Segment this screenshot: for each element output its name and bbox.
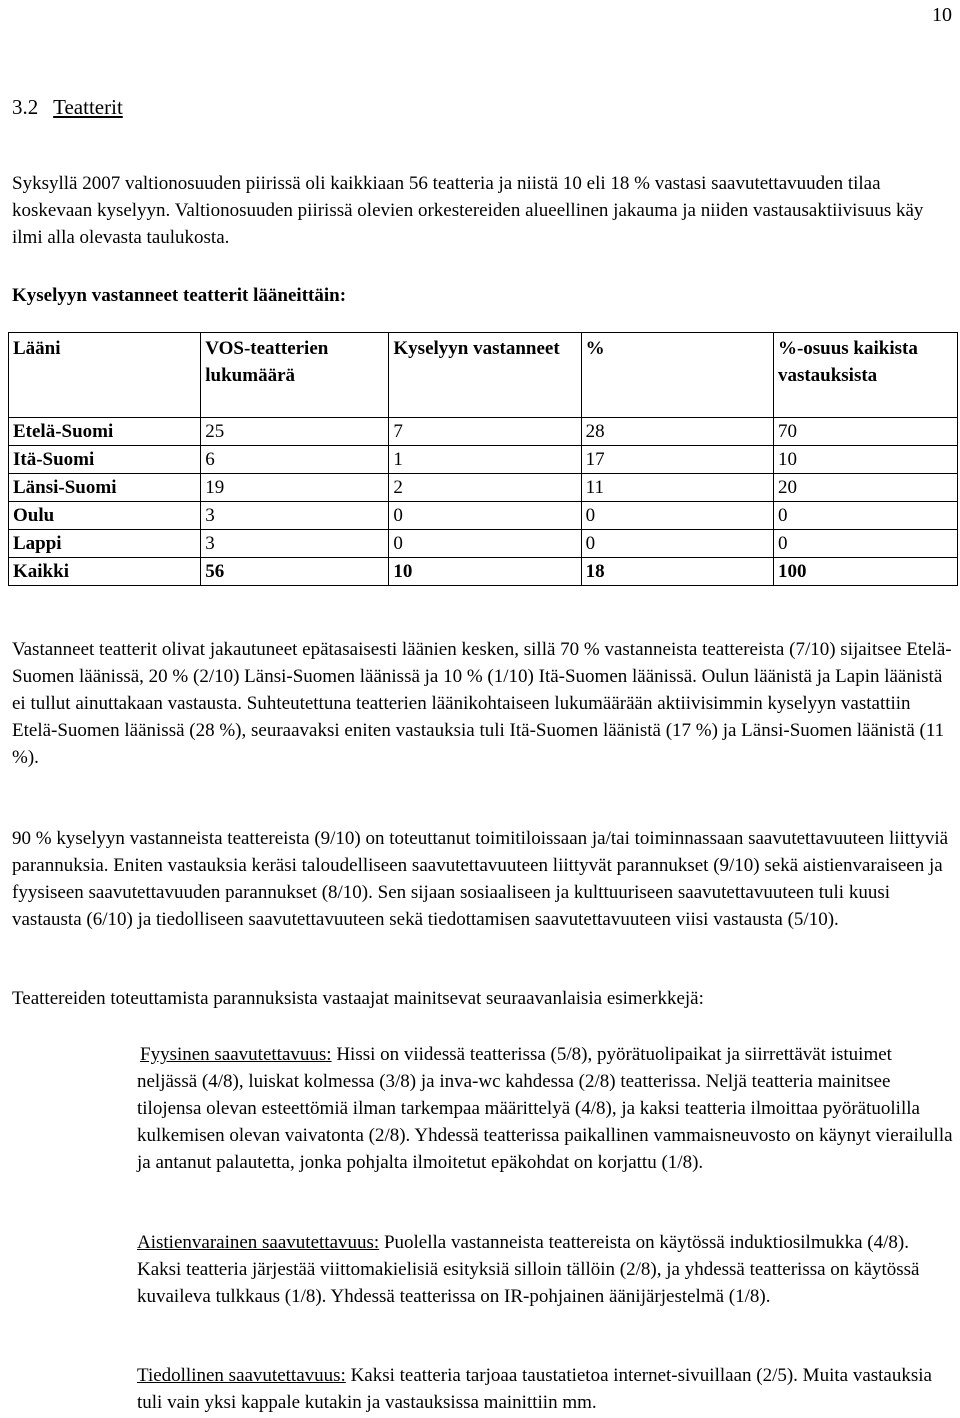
table-row [9, 418, 958, 446]
example-label: Aistienvarainen saavutettavuus: [137, 1232, 380, 1253]
section-number: 3.2 [12, 95, 39, 119]
table-total-row [9, 558, 958, 586]
table-cell: 0 [389, 530, 581, 558]
table-row [9, 446, 958, 474]
table-cell: Etelä-Suomi [9, 418, 201, 446]
example-text: Hissi on viidessä teatterissa (5/8), pyörätuolipaikat ja siirrettävät istuimet neljässä (4/8), luiskat kolmessa (3/8) ja inva-wc kahdessa (2/8) teatterissa. Neljä teatteria mainitsee tilojensa olevan esteettömiä ilman tarkempaa määrittelyä (4/8), ja kaksi teatteria ilmoittaa pyörätuolilla kulkemisen olevan vaivatonta (2/8). Yhdessä teatterissa paikallinen vammaisneuvosto on käynyt vierailulla ja antanut palautetta, jonka pohjalta ilmoitetut epäkohdat on korjattu (1/8). [137, 1044, 953, 1173]
table-cell: 0 [773, 530, 957, 558]
table-cell: Oulu [9, 502, 201, 530]
table-cell: 6 [201, 446, 389, 474]
table-cell: 3 [201, 502, 389, 530]
body-paragraph: Teattereiden toteuttamista parannuksista vastaajat mainitsevat seuraavanlaisia esimerkkejä: [12, 988, 704, 1009]
table-cell: 100 [773, 558, 957, 586]
table-cell: 28 [581, 418, 773, 446]
table-row [9, 530, 958, 558]
table-cell: 2 [389, 474, 581, 502]
table-row [9, 474, 958, 502]
intro-paragraph: Syksyllä 2007 valtionosuuden piirissä oli kaikkiaan 56 teatteria ja niistä 10 eli 18 % vastasi saavutettavuuden tilaa koskevaan kyselyyn. Valtionosuuden piirissä olevien orkestereiden alueellinen jakauma ja niiden vastausaktiivisuus käy ilmi alla olevasta taulukosta. [12, 173, 924, 248]
table-cell: Länsi-Suomi [9, 474, 201, 502]
table-header-cell: VOS-teatterien lukumäärä [201, 333, 389, 418]
example-physical [137, 1041, 955, 1176]
table-cell: 70 [773, 418, 957, 446]
body-paragraph: 90 % kyselyyn vastanneista teattereista (9/10) on toteuttanut toimitiloissaan ja/tai toiminnassaan saavutettavuuteen liittyviä parannuksia. Eniten vastauksia keräsi taloudelliseen saavutettavuuteen liittyvät parannukset (9/10) sekä aistienvaraiseen ja fyysiseen saavutettavuuden parannukset (8/10). Sen sijaan sosiaaliseen ja kulttuuriseen saavutettavuuteen tuli kuusi vastausta (6/10) ja tiedolliseen saavutettavuuteen sekä tiedottamisen saavutettavuuteen viisi vastausta (5/10). [12, 828, 949, 930]
table-cell: 1 [389, 446, 581, 474]
example-informational [137, 1362, 955, 1416]
table-cell: 56 [201, 558, 389, 586]
table-header-row [9, 333, 958, 418]
section-title: Teatterit [53, 95, 123, 119]
table-cell: 3 [201, 530, 389, 558]
table-cell: 17 [581, 446, 773, 474]
example-label: Fyysinen saavutettavuus: [140, 1044, 332, 1065]
table-caption: Kyselyyn vastanneet teatterit lääneittäin: [12, 285, 347, 306]
table-cell: Kaikki [9, 558, 201, 586]
table-cell: 0 [581, 530, 773, 558]
table-cell: Lappi [9, 530, 201, 558]
example-text: Kaksi teatteria tarjoaa taustatietoa internet-sivuillaan (2/5). Muita vastauksia tuli vain yksi kappale kutakin ja vastauksissa mainittiin mm. [137, 1365, 932, 1413]
example-sensory [137, 1229, 955, 1310]
section-heading [12, 94, 123, 121]
table-cell: 11 [581, 474, 773, 502]
table-cell: 19 [201, 474, 389, 502]
example-label: Tiedollinen saavutettavuus: [137, 1365, 346, 1386]
table-row [9, 502, 958, 530]
table-header-cell: %-osuus kaikista vastauksista [773, 333, 957, 418]
table-cell: 25 [201, 418, 389, 446]
data-table [8, 332, 958, 586]
table-cell: 0 [389, 502, 581, 530]
table-header-cell: Lääni [9, 333, 201, 418]
body-paragraph: Vastanneet teatterit olivat jakautuneet epätasaisesti läänien kesken, sillä 70 % vastanneista teattereista (7/10) sijaitsee Etelä-Suomen läänissä, 20 % (2/10) Länsi-Suomen läänissä ja 10 % (1/10) Itä-Suomen läänissä. Oulun läänistä ja Lapin läänistä ei tullut ainuttakaan vastausta. Suhteutettuna teatterien läänikohtaiseen lukumäärään aktiivisimmin kyselyyn vastattiin Etelä-Suomen läänissä (28 %), seuraavaksi eniten vastauksia tuli Itä-Suomen läänistä (17 %) ja Länsi-Suomen läänistä (11 %). [12, 639, 952, 768]
table-cell: 7 [389, 418, 581, 446]
example-text: Puolella vastanneista teattereista on käytössä induktiosilmukka (4/8). Kaksi teatteria järjestää viittomakielisiä esityksiä silloin tällöin (2/8), ja yhdessä teatterissa on käytössä kuvaileva tulkkaus (1/8). Yhdessä teatterissa on IR-pohjainen äänijärjestelmä (1/8). [137, 1232, 920, 1307]
table-cell: 0 [581, 502, 773, 530]
table-cell: 20 [773, 474, 957, 502]
table-header-cell: Kyselyyn vastanneet [389, 333, 581, 418]
table-header-cell: % [581, 333, 773, 418]
page-number: 10 [932, 4, 952, 26]
table-cell: Itä-Suomi [9, 446, 201, 474]
table-cell: 10 [773, 446, 957, 474]
table-cell: 18 [581, 558, 773, 586]
table-cell: 10 [389, 558, 581, 586]
table-cell: 0 [773, 502, 957, 530]
